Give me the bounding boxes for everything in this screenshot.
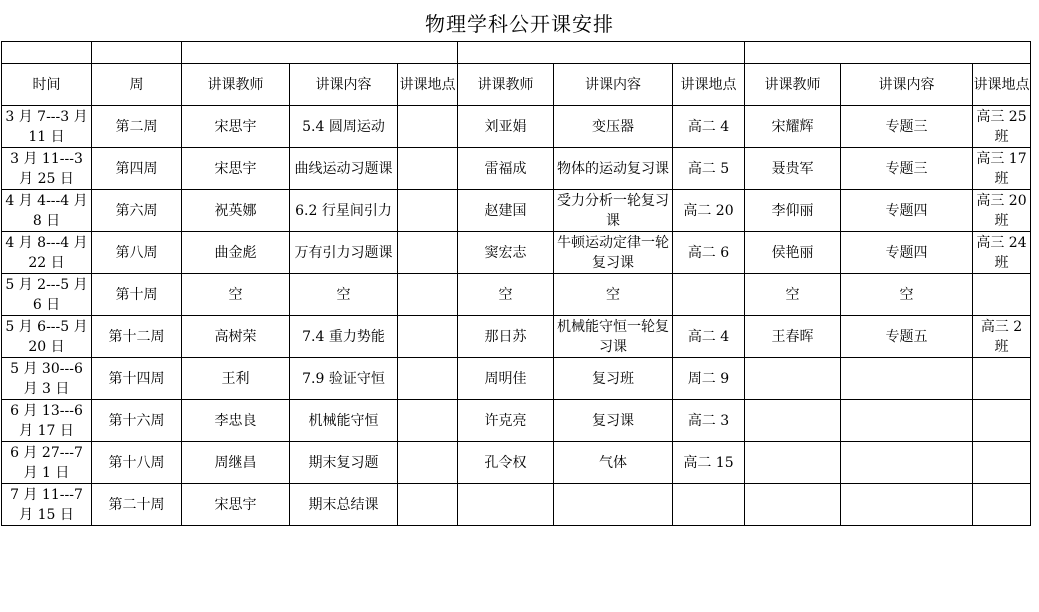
week-cell: 第八周 — [92, 232, 182, 274]
week-cell: 第十八周 — [92, 442, 182, 484]
content-cell: 空 — [290, 274, 398, 316]
teacher-cell: 宋思宇 — [182, 148, 290, 190]
week-cell: 第四周 — [92, 148, 182, 190]
time-cell: 4 月 8---4 月 22 日 — [2, 232, 92, 274]
teacher-cell: 空 — [745, 274, 841, 316]
page-title: 物理学科公开课安排 — [425, 12, 614, 36]
content-cell — [841, 358, 973, 400]
teacher-cell: 孔令权 — [458, 442, 554, 484]
location-cell — [398, 358, 458, 400]
content-cell — [554, 484, 673, 526]
location-cell — [398, 148, 458, 190]
location-cell — [673, 274, 745, 316]
time-cell: 3 月 11---3 月 25 日 — [2, 148, 92, 190]
location-cell — [673, 484, 745, 526]
time-cell: 5 月 2---5 月 6 日 — [2, 274, 92, 316]
content-cell: 机械能守恒一轮复习课 — [554, 316, 673, 358]
teacher-cell: 许克亮 — [458, 400, 554, 442]
location-cell — [398, 274, 458, 316]
location-cell — [398, 484, 458, 526]
teacher-cell: 周明佳 — [458, 358, 554, 400]
location-cell: 高二 20 — [673, 190, 745, 232]
teacher-cell: 雷福成 — [458, 148, 554, 190]
content-cell — [841, 400, 973, 442]
week-cell: 第十四周 — [92, 358, 182, 400]
content-cell: 物体的运动复习课 — [554, 148, 673, 190]
time-cell: 7 月 11---7 月 15 日 — [2, 484, 92, 526]
content-cell — [841, 442, 973, 484]
week-cell: 第六周 — [92, 190, 182, 232]
location-cell: 高二 6 — [673, 232, 745, 274]
content-cell: 曲线运动习题课 — [290, 148, 398, 190]
location-cell: 高三 25 班 — [973, 106, 1031, 148]
content-cell: 专题四 — [841, 232, 973, 274]
header-teacher-1: 讲课教师 — [182, 64, 290, 106]
time-cell: 3 月 7---3 月 11 日 — [2, 106, 92, 148]
header-week: 周 — [92, 64, 182, 106]
content-cell: 7.4 重力势能 — [290, 316, 398, 358]
location-cell — [398, 232, 458, 274]
content-cell: 7.9 验证守恒 — [290, 358, 398, 400]
location-cell: 高二 5 — [673, 148, 745, 190]
teacher-cell: 祝英娜 — [182, 190, 290, 232]
week-cell: 第二十周 — [92, 484, 182, 526]
location-cell: 高三 20 班 — [973, 190, 1031, 232]
content-cell: 空 — [554, 274, 673, 316]
location-cell — [398, 400, 458, 442]
location-cell — [973, 274, 1031, 316]
header-location-2: 讲课地点 — [673, 64, 745, 106]
time-cell: 4 月 4---4 月 8 日 — [2, 190, 92, 232]
content-cell: 空 — [841, 274, 973, 316]
week-cell: 第十二周 — [92, 316, 182, 358]
teacher-cell: 空 — [182, 274, 290, 316]
week-cell: 第十周 — [92, 274, 182, 316]
location-cell — [973, 484, 1031, 526]
location-cell: 高三 17 班 — [973, 148, 1031, 190]
location-cell: 高二 3 — [673, 400, 745, 442]
teacher-cell: 李仰丽 — [745, 190, 841, 232]
teacher-cell — [745, 400, 841, 442]
teacher-cell: 曲金彪 — [182, 232, 290, 274]
content-cell: 牛顿运动定律一轮复习课 — [554, 232, 673, 274]
content-cell: 专题三 — [841, 106, 973, 148]
content-cell: 复习课 — [554, 400, 673, 442]
blank-cell — [2, 42, 92, 64]
column-header-row — [2, 64, 1031, 106]
location-cell — [398, 442, 458, 484]
location-cell: 高三 2 班 — [973, 316, 1031, 358]
blank-cell — [92, 42, 182, 64]
content-cell: 期末复习题 — [290, 442, 398, 484]
content-cell: 专题五 — [841, 316, 973, 358]
location-cell — [973, 442, 1031, 484]
teacher-cell: 赵建国 — [458, 190, 554, 232]
teacher-cell: 那日苏 — [458, 316, 554, 358]
table-row — [2, 274, 1031, 316]
teacher-cell: 侯艳丽 — [745, 232, 841, 274]
location-cell — [973, 358, 1031, 400]
time-cell: 5 月 6---5 月 20 日 — [2, 316, 92, 358]
time-cell: 6 月 27---7 月 1 日 — [2, 442, 92, 484]
location-cell: 高二 15 — [673, 442, 745, 484]
group-1-header — [182, 42, 458, 64]
content-cell: 专题四 — [841, 190, 973, 232]
content-cell: 复习班 — [554, 358, 673, 400]
header-time: 时间 — [2, 64, 92, 106]
header-location-1: 讲课地点 — [398, 64, 458, 106]
week-cell: 第十六周 — [92, 400, 182, 442]
teacher-cell: 高树荣 — [182, 316, 290, 358]
teacher-cell — [458, 484, 554, 526]
content-cell: 气体 — [554, 442, 673, 484]
teacher-cell: 李忠良 — [182, 400, 290, 442]
schedule-table — [1, 41, 1031, 526]
content-cell: 万有引力习题课 — [290, 232, 398, 274]
location-cell — [398, 316, 458, 358]
teacher-cell — [745, 358, 841, 400]
location-cell: 高二 4 — [673, 316, 745, 358]
teacher-cell: 王利 — [182, 358, 290, 400]
header-content-2: 讲课内容 — [554, 64, 673, 106]
time-cell: 5 月 30---6 月 3 日 — [2, 358, 92, 400]
content-cell: 5.4 圆周运动 — [290, 106, 398, 148]
table-row — [2, 358, 1031, 400]
content-cell: 机械能守恒 — [290, 400, 398, 442]
teacher-cell: 刘亚娟 — [458, 106, 554, 148]
content-cell: 变压器 — [554, 106, 673, 148]
content-cell: 受力分析一轮复习课 — [554, 190, 673, 232]
table-row — [2, 400, 1031, 442]
header-teacher-3: 讲课教师 — [745, 64, 841, 106]
table-row — [2, 190, 1031, 232]
teacher-cell: 王春晖 — [745, 316, 841, 358]
week-cell: 第二周 — [92, 106, 182, 148]
content-cell: 期末总结课 — [290, 484, 398, 526]
location-cell: 周二 9 — [673, 358, 745, 400]
location-cell — [973, 400, 1031, 442]
teacher-cell — [745, 442, 841, 484]
header-content-1: 讲课内容 — [290, 64, 398, 106]
content-cell: 专题三 — [841, 148, 973, 190]
table-row — [2, 316, 1031, 358]
time-cell: 6 月 13---6 月 17 日 — [2, 400, 92, 442]
header-teacher-2: 讲课教师 — [458, 64, 554, 106]
teacher-cell: 窦宏志 — [458, 232, 554, 274]
teacher-cell: 宋思宇 — [182, 484, 290, 526]
content-cell — [841, 484, 973, 526]
teacher-cell: 宋思宇 — [182, 106, 290, 148]
blank-header-row — [2, 42, 1031, 64]
teacher-cell: 空 — [458, 274, 554, 316]
header-content-3: 讲课内容 — [841, 64, 973, 106]
table-row — [2, 106, 1031, 148]
group-2-header — [458, 42, 745, 64]
header-location-3: 讲课地点 — [973, 64, 1031, 106]
content-cell: 6.2 行星间引力 — [290, 190, 398, 232]
teacher-cell: 聂贵军 — [745, 148, 841, 190]
location-cell — [398, 106, 458, 148]
teacher-cell: 周继昌 — [182, 442, 290, 484]
table-row — [2, 484, 1031, 526]
table-row — [2, 148, 1031, 190]
location-cell: 高三 24 班 — [973, 232, 1031, 274]
teacher-cell: 宋耀辉 — [745, 106, 841, 148]
table-row — [2, 442, 1031, 484]
location-cell: 高二 4 — [673, 106, 745, 148]
table-row — [2, 232, 1031, 274]
teacher-cell — [745, 484, 841, 526]
location-cell — [398, 190, 458, 232]
group-3-header — [745, 42, 1031, 64]
